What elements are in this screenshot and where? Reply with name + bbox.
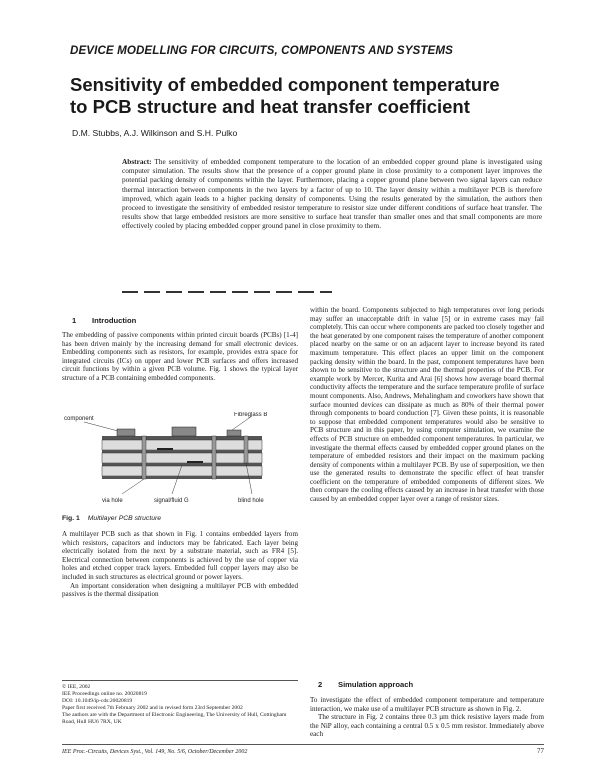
- section-1-title: Introduction: [92, 316, 137, 325]
- surface-component: [227, 430, 241, 436]
- section-2-title: Simulation approach: [338, 680, 414, 689]
- journal-section-header: DEVICE MODELLING FOR CIRCUITS, COMPONENTS AND SYSTEMS: [70, 44, 453, 57]
- substrate-layer: [102, 453, 262, 463]
- footnote: Paper first received 7th February 2002 and in revised form 23rd September 2002: [62, 704, 243, 711]
- leader-line: [84, 422, 118, 431]
- label-ground: signal/fluid G: [154, 498, 189, 504]
- intro-right-column: [310, 306, 544, 504]
- page-number: 77: [537, 747, 544, 755]
- paragraph: To investigate the effect of embedded component temperature and temperature interaction, we make use of a multilayer PCB structure as shown in Fig. 2.: [310, 696, 544, 713]
- label-blind-hole: blind hole: [238, 498, 264, 504]
- figure-1-caption: [62, 515, 161, 522]
- substrate-layer: [102, 440, 262, 450]
- title-line-2: to PCB structure and heat transfer coefficient: [70, 96, 470, 117]
- footnote: The authors are with the Department of Electronic Engineering, The University of Hull, Cottingham Road, Hull HU6 7RX, UK: [62, 711, 287, 725]
- figure-1-label: Fig. 1: [62, 515, 80, 522]
- figure-1-caption-text: Multilayer PCB structure: [87, 515, 162, 522]
- left-column-after-figure: [62, 530, 298, 599]
- embedded-copper-layer: [102, 450, 262, 453]
- embedded-resistor: [157, 448, 173, 450]
- footnote-rule: [62, 680, 298, 681]
- top-copper-layer: [102, 436, 262, 440]
- paragraph: A multilayer PCB such as that shown in Fig. 1 contains embedded layers from which resistors, capacitors and inductors may be fabricated. Each layer being electrically isolated from the next by a substrate material, such as FR4 [5]. Electrical connection between components is achieved by the use of copper via holes and etched copper track layers. Embedded full copper layers may also be included in such structures as electrical ground or power layers.: [62, 530, 298, 581]
- paragraph: The embedding of passive components within printed circuit boards (PCBs) [1-4] has been driven mainly by the increasing demand for small electronic devices. Embedding components such as resistors, for example, provides extra space for integrated circuits (ICs) on upper and lower PCB surfaces and offers increased circuit functions by within a given PCB volume. Fig. 1 shows the typical layer structure of a PCB containing embedded components.: [62, 331, 298, 382]
- paragraph: within the board. Components subjected to high temperatures over long periods may suffer an unacceptable drift in value [5] or in extreme cases may fail completely. This can occur where components are packed too closely together and the heat generated by one component raises the temperature of another component placed nearby on the same or on an adjacent layer to increase beyond its rated maximum temperature. This effect places an upper limit on the component packing density within the board. In the past, component temperatures have been shown to be sensitive to the structure and the thermal properties of the PCB. For example work by Mercer, Kurita and Arai [6] shows how average board thermal conductivity affects the temperature and the surface temperature profile of surface mount components. Also, Andrews, Mehalingham and coworkers have shown that surface mounted devices can dissipate as much as 80% of their thermal power through components to board conduction [7]. Given these points, it is reasonable to suppose that embedded component temperatures would also be sensitive to PCB structure and in this paper, by using computer simulation, we examine the effects of PCB structure on embedded component temperatures. In particular, we investigate the thermal effects caused by embedded copper ground planes on the temperature of embedded resistors and their impact on the maximum packing density of components within a multilayer PCB. By use of superposition, we then use the generated results to demonstrate the specific effect of heat transfer coefficient on the temperature of embedded components of different sizes. We then compare the cooling effects caused by an increase in heat transfer with those caused by an embedded copper layer over a range of resistor sizes.: [310, 306, 544, 504]
- surface-component: [117, 429, 135, 436]
- label-fibreglass: Fibreglass B: [234, 412, 268, 418]
- leader-line: [122, 479, 144, 494]
- title-line-1: Sensitivity of embedded component temperature: [70, 74, 500, 95]
- authors: D.M. Stubbs, A.J. Wilkinson and S.H. Pulko: [72, 128, 238, 138]
- abstract-lead: Abstract:: [122, 157, 152, 166]
- figure-1-diagram: [62, 412, 298, 508]
- footnote: IEE Proceedings online no. 20020819: [62, 690, 147, 697]
- embedded-resistor: [187, 461, 203, 463]
- abstract: [122, 157, 542, 231]
- section-2-heading: [318, 680, 413, 689]
- leader-line: [232, 416, 252, 430]
- footer-rule: [62, 744, 544, 745]
- footnote: DOI: 10.1049/ip-cds:20020819: [62, 697, 133, 704]
- section-1-number: 1: [72, 316, 77, 325]
- footnotes: [62, 684, 298, 725]
- via-hole: [142, 436, 146, 479]
- paragraph: An important consideration when designing a multilayer PCB with embedded passives is the thermal dissipation: [62, 581, 298, 599]
- journal-citation: IEE Proc.-Circuits, Devices Syst., Vol. 149, No. 5/6, October/December 2002: [62, 749, 248, 755]
- abstract-end-rule: [122, 291, 332, 293]
- label-component: component: [64, 416, 94, 422]
- surface-component: [172, 427, 196, 436]
- footnote: © IEE, 2002: [62, 684, 91, 690]
- intro-left-column: [62, 331, 298, 383]
- section-2-body: [310, 696, 544, 739]
- section-2-number: 2: [318, 680, 323, 689]
- bottom-copper-layer: [102, 476, 262, 479]
- label-via-hole: via hole: [102, 498, 123, 504]
- blind-hole: [244, 436, 248, 463]
- via-hole: [212, 436, 216, 479]
- paragraph: The structure in Fig. 2 contains three 0.3 µm thick resistive layers made from the NiP alloy, each containing a central 0.5 x 0.5 mm resistor. Immediately above each: [310, 713, 544, 739]
- substrate-layer: [102, 466, 262, 476]
- abstract-text: The sensitivity of embedded component temperature to the location of an embedded copper ground plane is investigated using computer simulation. The results show that the presence of a copper ground plane in close proximity to a component layer improves the potential packing density of components within the layer. Furthermore, placing a copper ground plane between two signal layers can reduce thermal interaction between components in the two layers by a factor of up to 10. The layer density within a multilayer PCB is therefore improved, which again leads to a higher packing density of components. Using the results generated by the simulation, the authors then proceed to investigate the sensitivity of embedded resistor temperature to resistor size under different conditions of surface heat transfer. The results show that large embedded resistors are more sensitive to surface heat transfer than smaller ones and that small components are more effectively cooled by placing embedded copper ground panel in close proximity to them.: [122, 157, 542, 231]
- section-1-heading: [72, 316, 136, 325]
- paper-title: [70, 74, 540, 118]
